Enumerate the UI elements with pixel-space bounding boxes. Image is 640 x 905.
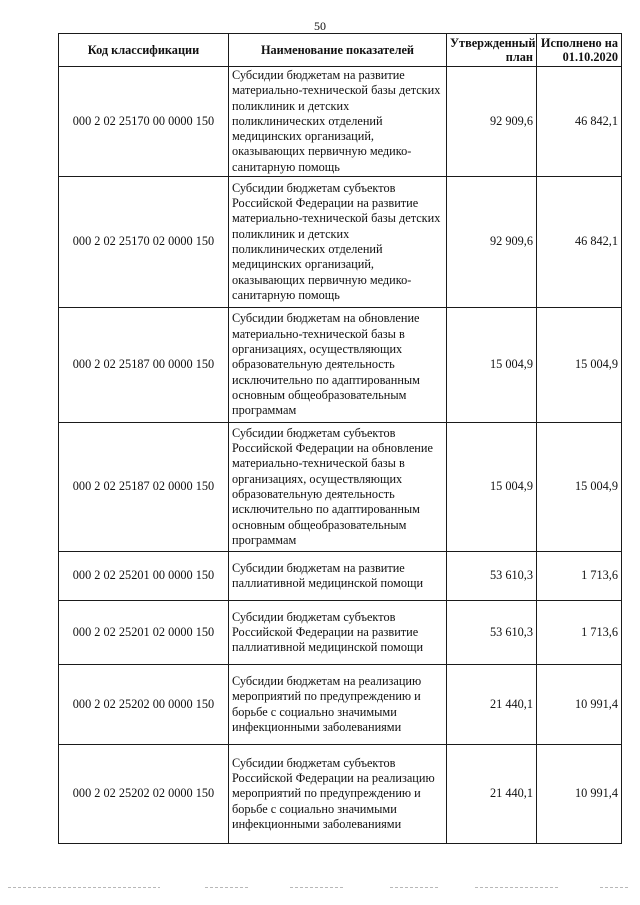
cell-executed: 10 991,4: [537, 745, 622, 844]
cell-plan: 53 610,3: [447, 552, 537, 601]
table-row: [59, 745, 622, 844]
cell-executed: 46 842,1: [537, 177, 622, 308]
cell-code: 000 2 02 25202 00 0000 150: [59, 665, 229, 745]
cell-name: Субсидии бюджетам на реализацию мероприятий по предупреждению и борьбе с социально значимыми инфекционными заболеваниями: [229, 665, 447, 745]
column-header-plan: Утвержденный план: [447, 34, 537, 67]
column-header-name: Наименование показателей: [229, 34, 447, 67]
cell-name: Субсидии бюджетам субъектов Российской Федерации на реализацию мероприятий по предупреждению и борьбе с социально значимыми инфекционными заболеваниями: [229, 745, 447, 844]
page-number: 50: [314, 19, 326, 33]
cell-plan: 15 004,9: [447, 423, 537, 552]
cell-name: Субсидии бюджетам на обновление материально-технической базы в организациях, осуществляющих образовательную деятельность исключительно по адаптированным основным общеобразовательным программам: [229, 308, 447, 423]
cell-executed: 15 004,9: [537, 423, 622, 552]
cell-plan: 21 440,1: [447, 745, 537, 844]
cell-executed: 46 842,1: [537, 67, 622, 177]
table-row: [59, 552, 622, 601]
cell-executed: 1 713,6: [537, 552, 622, 601]
cell-plan: 53 610,3: [447, 601, 537, 665]
table-row: [59, 665, 622, 745]
column-header-code: Код классификации: [59, 34, 229, 67]
table-row: [59, 423, 622, 552]
scan-edge-marks: [0, 886, 640, 889]
cell-name: Субсидии бюджетам на развитие паллиативной медицинской помощи: [229, 552, 447, 601]
cell-code: 000 2 02 25201 00 0000 150: [59, 552, 229, 601]
cell-code: 000 2 02 25170 00 0000 150: [59, 67, 229, 177]
table-row: [59, 177, 622, 308]
cell-code: 000 2 02 25187 02 0000 150: [59, 423, 229, 552]
cell-name: Субсидии бюджетам субъектов Российской Федерации на развитие материально-технической базы детских поликлиник и детских поликлинических отделений медицинских организаций, оказывающих первичную медико-санитарную помощь: [229, 177, 447, 308]
cell-code: 000 2 02 25201 02 0000 150: [59, 601, 229, 665]
cell-name: Субсидии бюджетам на развитие материально-технической базы детских поликлиник и детских поликлинических отделений медицинских организаций, оказывающих первичную медико-санитарную помощь: [229, 67, 447, 177]
table-header-row: [59, 34, 622, 67]
table-row: [59, 308, 622, 423]
cell-name: Субсидии бюджетам субъектов Российской Федерации на развитие паллиативной медицинской помощи: [229, 601, 447, 665]
cell-code: 000 2 02 25170 02 0000 150: [59, 177, 229, 308]
cell-executed: 10 991,4: [537, 665, 622, 745]
cell-name: Субсидии бюджетам субъектов Российской Федерации на обновление материально-технической базы в организациях, осуществляющих образовательную деятельность исключительно по адаптированным основным общеобразовательным программам: [229, 423, 447, 552]
table-row: [59, 601, 622, 665]
cell-executed: 15 004,9: [537, 308, 622, 423]
cell-plan: 21 440,1: [447, 665, 537, 745]
cell-plan: 92 909,6: [447, 177, 537, 308]
cell-plan: 15 004,9: [447, 308, 537, 423]
cell-code: 000 2 02 25202 02 0000 150: [59, 745, 229, 844]
cell-code: 000 2 02 25187 00 0000 150: [59, 308, 229, 423]
column-header-executed: Исполнено на 01.10.2020: [537, 34, 622, 67]
budget-table: [58, 33, 622, 844]
table-row: [59, 67, 622, 177]
cell-plan: 92 909,6: [447, 67, 537, 177]
cell-executed: 1 713,6: [537, 601, 622, 665]
